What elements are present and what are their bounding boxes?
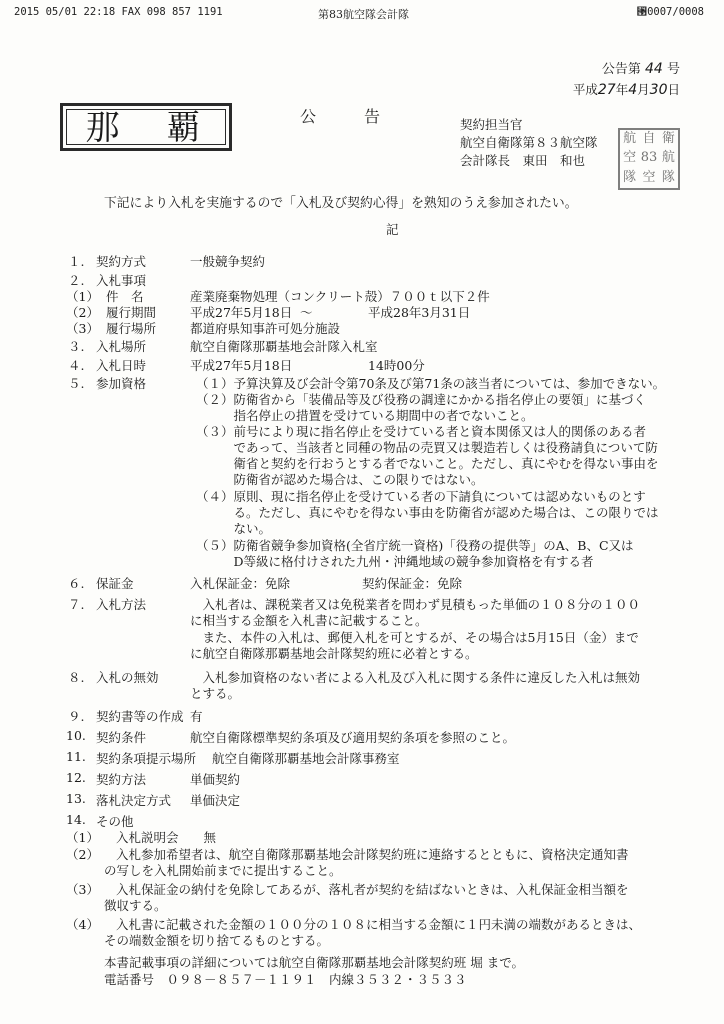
qualification-line: （１）予算決算及び会計令第70条及び第71条の該当者については、参加できない。 <box>196 376 666 391</box>
item-label: 契約条件 <box>96 730 147 745</box>
date-year: 27 <box>597 82 616 98</box>
item-number: ４. <box>68 358 85 373</box>
qualification-line: 衛省と契約を行おうとする者でないこと。ただし、真にやむを得ない事由を <box>196 456 659 471</box>
qualification-line: D等級に格付けされた九州・沖縄地域の競争参加資格を有する者 <box>196 554 594 569</box>
seal-char: 空 <box>623 150 637 166</box>
item-number: （3） <box>66 882 99 897</box>
item-value: 単価決定 <box>190 793 241 808</box>
contract-officer-unit: 航空自衛隊第８３航空隊 <box>460 135 598 150</box>
contract-officer-name: 会計隊長 東田 和也 <box>460 153 586 168</box>
item-line: 入札書に記載された金額の１００分の１０８に相当する金額に１円未満の端数があるときは、 <box>116 917 642 932</box>
qualification-line: （５）防衛省競争参加資格(全省庁統一資格)「役務の提供等」のA、B、C又は <box>196 538 634 553</box>
item-value-date: 平成27年5月18日 <box>190 358 293 373</box>
item-value: 航空自衛隊那覇基地会計隊入札室 <box>190 339 378 354</box>
item-number: ２. <box>68 273 85 288</box>
fax-header-page: ⑓0007/0008 <box>636 6 704 18</box>
item-number: ９. <box>68 709 85 724</box>
intro-text: 下記により入札を実施するので「入札及び契約心得」を熟知のうえ参加されたい。 <box>104 196 578 211</box>
naha-stamp-box <box>60 103 232 151</box>
item-value-contract-bond: 契約保証金：免除 <box>362 576 463 591</box>
qualification-line: （４）原則、現に指名停止を受けている者の下請負については認めないものとす <box>196 489 646 504</box>
qualification-line: であって、当該者と同種の物品の売買又は製造若しくは役務請負について防 <box>196 440 658 455</box>
item-value-tilde: ～ <box>300 305 313 320</box>
item-label: 入札方法 <box>96 597 147 612</box>
item-label: 契約方法 <box>96 772 147 787</box>
item-label: 入札場所 <box>96 339 147 354</box>
fax-header-sender: 第83航空隊会計隊 <box>318 8 409 21</box>
item-label: 保証金 <box>96 576 134 591</box>
item-number: ７. <box>68 597 85 612</box>
item-label: 落札決定方式 <box>96 793 172 808</box>
invalid-bid-line: 入札参加資格のない者による入札及び入札に関する条件に違反した入札は無効 <box>190 670 641 685</box>
item-number: 11. <box>66 749 86 764</box>
bid-method-line: また、本件の入札は、郵便入札を可とするが、その場合は5月15日（金）まで <box>190 630 639 645</box>
invalid-bid-line: とする。 <box>190 686 241 701</box>
item-label: 入札日時 <box>96 358 147 373</box>
official-seal <box>618 128 680 190</box>
bid-method-line: に相当する金額を入札書に記載すること。 <box>190 613 428 628</box>
item-number: （1） <box>66 830 99 845</box>
item-value-time: 14時00分 <box>368 358 425 373</box>
notice-number-suffix: 号 <box>666 62 680 77</box>
item-value: 一般競争契約 <box>190 254 266 269</box>
item-number: ６. <box>68 576 85 591</box>
qualification-line: （３）前号により現に指名停止を受けている者と資本関係又は人的関係のある者 <box>196 424 647 439</box>
item-number: （3） <box>66 321 99 336</box>
notice-number-prefix: 公告第 <box>601 62 641 77</box>
item-14-4-cont: その端数金額を切り捨てるものとする。 <box>104 933 330 948</box>
seal-char: 自 <box>642 131 656 146</box>
item-label: その他 <box>96 814 134 829</box>
item-number: １. <box>68 254 85 269</box>
item-value: 航空自衛隊標準契約条項及び適用契約条項を参照のこと。 <box>190 730 516 745</box>
date-era: 平成 <box>572 82 598 97</box>
seal-char: 隊 <box>661 169 675 185</box>
contact-phone: 電話番号 ０９８－８５７－１１９１ 内線３５３２・３５３３ <box>104 972 467 987</box>
item-label: 入札事項 <box>96 273 147 288</box>
item-value: 有 <box>190 709 203 724</box>
item-value-bid-bond: 入札保証金：免除 <box>190 576 291 591</box>
notice-number <box>602 58 680 77</box>
item-label: 契約書等の作成 <box>96 709 184 724</box>
seal-char: 空 <box>642 169 656 185</box>
fax-header-left: 2015 05/01 22:18 FAX 098 857 1191 <box>14 6 223 18</box>
contract-officer-title: 契約担当官 <box>460 117 523 132</box>
seal-char: 航 <box>623 131 637 146</box>
item-number: 10. <box>66 728 86 743</box>
seal-char: 隊 <box>623 169 637 185</box>
contact-details: 本書記載事項の詳細については航空自衛隊那覇基地会計隊契約班 堀 まで。 <box>104 955 524 970</box>
bid-method-line: に航空自衛隊那覇基地会計隊契約班に必着とする。 <box>190 646 478 661</box>
item-value-end: 平成28年3月31日 <box>368 305 471 320</box>
item-label: 契約条項提示場所 <box>96 751 197 766</box>
item-number: ３. <box>68 339 85 354</box>
item-number: 12. <box>66 770 86 785</box>
seal-char: 83 <box>640 150 658 166</box>
date-month: 4 <box>628 82 638 98</box>
item-number: 13. <box>66 791 86 806</box>
qualification-line: ない。 <box>196 521 272 536</box>
item-label: 件 名 <box>106 289 144 304</box>
seal-char: 航 <box>661 150 675 166</box>
item-label: 入札の無効 <box>96 670 159 685</box>
date-day: 30 <box>649 82 668 98</box>
bid-method-line: 入札者は、課税業者又は免税業者を問わず見積もった単価の１０８分の１００ <box>190 597 641 612</box>
item-value: 産業廃棄物処理（コンクリート殻）７００ｔ以下２件 <box>190 289 490 304</box>
qualification-line: る。ただし、真にやむを得ない事由を防衛省が認めた場合は、この限りでは <box>196 505 659 520</box>
item-number: （2） <box>66 305 99 320</box>
item-value: 航空自衛隊那覇基地会計隊事務室 <box>212 751 400 766</box>
item-14-2-cont: の写しを入札開始前までに提出すること。 <box>104 863 342 878</box>
item-value: 入札説明会 無 <box>116 830 217 845</box>
item-number: （1） <box>66 289 99 304</box>
item-label: 履行場所 <box>106 321 157 336</box>
item-number: （4） <box>66 917 99 932</box>
page-title: 公 告 <box>300 107 381 126</box>
item-number: 14. <box>66 812 86 827</box>
seal-char: 衛 <box>661 131 675 146</box>
ki-heading: 記 <box>386 222 399 237</box>
item-label: 履行期間 <box>106 305 157 320</box>
item-number: ５. <box>68 376 85 391</box>
item-label: 契約方式 <box>96 254 147 269</box>
date-month-unit: 月 <box>637 82 650 97</box>
qualification-line: 指名停止の措置を受けている期間中の者でないこと。 <box>196 408 534 423</box>
notice-date <box>573 80 680 98</box>
item-label: 参加資格 <box>96 376 147 391</box>
item-number: （2） <box>66 847 99 862</box>
qualification-line: （２）防衛省から「装備品等及び役務の調達にかかる指名停止の要領」に基づく <box>196 392 647 407</box>
item-value: 都道府県知事許可処分施設 <box>190 321 341 336</box>
qualification-line: 防衛省が認めた場合は、この限りではない。 <box>196 472 484 487</box>
item-line: 入札参加希望者は、航空自衛隊那覇基地会計隊契約班に連絡するとともに、資格決定通知書 <box>116 847 629 862</box>
notice-number-handwritten: 44 <box>645 61 663 77</box>
item-value: 単価契約 <box>190 772 241 787</box>
item-line: 入札保証金の納付を免除してあるが、落札者が契約を結ばないときは、入札保証金相当額を <box>116 882 629 897</box>
item-number: ８. <box>68 670 85 685</box>
naha-stamp-text: 那 覇 <box>85 108 219 148</box>
item-14-3-cont: 徴収する。 <box>104 898 167 913</box>
date-year-unit: 年 <box>615 82 629 97</box>
item-value-start: 平成27年5月18日 <box>190 305 293 320</box>
date-day-unit: 日 <box>667 82 680 97</box>
